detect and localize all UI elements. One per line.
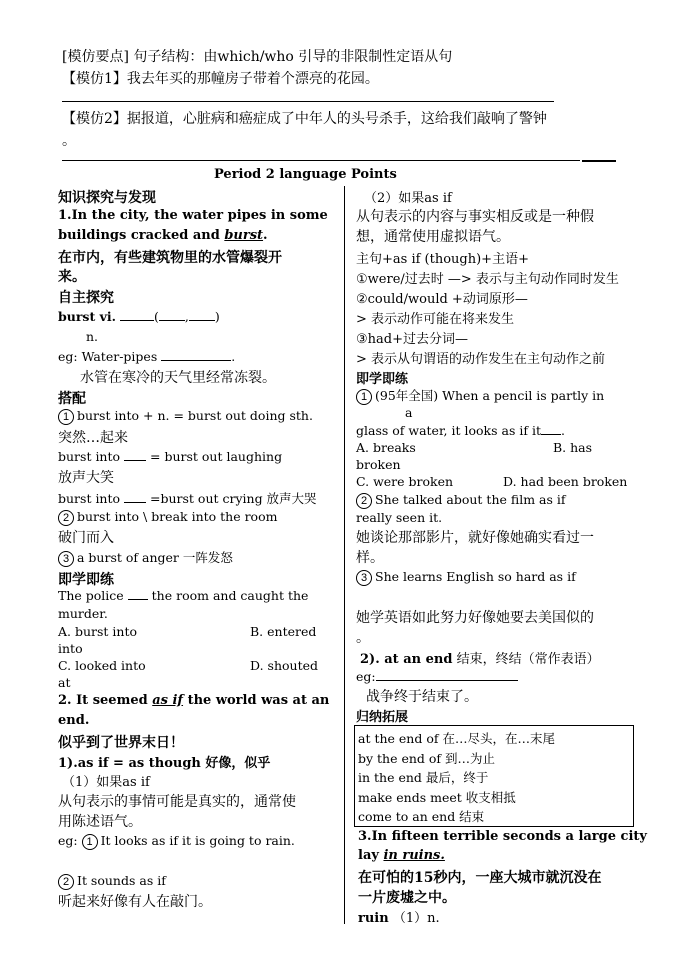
- r3: 想，通常使用虚拟语气。: [356, 229, 510, 245]
- practice-heading-left: 即学即练: [58, 572, 114, 588]
- answer-line-1: [62, 101, 554, 102]
- period-title: Period 2 language Points: [214, 167, 397, 182]
- s2-1c: 用陈述语气。: [58, 814, 142, 830]
- r6: ②could/would +动词原形—: [356, 292, 528, 307]
- option-a: A. burst into: [58, 624, 138, 639]
- header-line-4: 。: [62, 133, 76, 149]
- self-heading: 自主探究: [58, 290, 114, 306]
- q2-a: 2 She talked about the film as if: [356, 492, 566, 509]
- summary-item-4: make ends meet 收支相抵: [358, 790, 516, 805]
- q3: 3 She learns English so hard as if: [356, 569, 576, 586]
- r5: ①were/过去时 —> 表示与主句动作同时发生: [356, 272, 619, 287]
- summary-item-5: come to an end 结束: [358, 809, 485, 824]
- p1-line-b: murder.: [58, 606, 108, 621]
- q2-b: really seen it.: [356, 510, 443, 525]
- s3-en-b: lay in ruins.: [358, 848, 445, 863]
- colloc-4: 2 burst into \ break into the room: [58, 509, 277, 526]
- eg2-2-cn: 听起来好像有人在敲门。: [58, 894, 212, 910]
- s2-1: 1).as if = as though 好像，似乎: [58, 756, 271, 771]
- column-divider: [344, 186, 345, 924]
- q1-a: 1 (95年全国) When a pencil is partly in: [356, 386, 604, 405]
- answer-line-2: [62, 160, 580, 161]
- s1-en-b: buildings cracked and burst.: [58, 228, 268, 243]
- q1-b: a: [405, 405, 413, 420]
- q3-cn-a: 她学英语如此努力好像她要去美国似的: [356, 610, 594, 626]
- eg2-2: 2 It sounds as if: [58, 873, 166, 890]
- s1-cn-b: 来。: [58, 269, 86, 285]
- colloc-1: 1 burst into + n. = burst out doing sth.: [58, 408, 313, 425]
- q3-cn-b: 。: [356, 630, 370, 646]
- colloc-1-cn: 突然…起来: [58, 430, 128, 446]
- collocate-heading: 搭配: [58, 391, 86, 407]
- q-option-c: C. were broken: [356, 474, 454, 489]
- r2: 从句表示的内容与事实相反或是一种假: [356, 209, 594, 225]
- s2-en-a: 2. It seemed as if the world was at an: [58, 693, 330, 708]
- circled-number: 2: [58, 874, 74, 890]
- colloc-2: burst into = burst out laughing: [58, 449, 283, 464]
- r7: > 表示动作可能在将来发生: [356, 312, 515, 327]
- r1: （2）如果as if: [364, 191, 452, 206]
- circled-number: 2: [356, 493, 372, 509]
- colloc-5: 3 a burst of anger 一阵发怒: [58, 548, 233, 567]
- s2-cn: 似乎到了世界末日！: [58, 735, 184, 751]
- s3-cn-a: 在可怕的15秒内，一座大城市就沉没在: [358, 870, 602, 886]
- option-d2: at: [58, 675, 71, 690]
- header-line-2: 【模仿1】我去年买的那幢房子带着个漂亮的花园。: [62, 71, 379, 87]
- circled-number: 1: [58, 409, 74, 425]
- burst-n: n.: [86, 329, 99, 344]
- answer-line-2b: [582, 160, 616, 162]
- q-option-a: A. breaks: [356, 440, 416, 455]
- circled-number: 2: [58, 510, 74, 526]
- circled-number: 3: [356, 570, 372, 586]
- circled-number: 1: [356, 389, 372, 405]
- s2-en-b: end.: [58, 713, 90, 728]
- s3-cn-b: 一片废墟之中。: [358, 890, 456, 906]
- end-phrase: 2). at an end 结束，终结（常作表语）: [360, 652, 600, 667]
- s3-en-a: 3.In fifteen terrible seconds a large city: [358, 829, 647, 844]
- colloc-4-cn: 破门而入: [58, 530, 114, 546]
- q2-cn-a: 她谈论那部影片，就好像她确实看过一: [356, 530, 594, 546]
- q2-cn-b: 样。: [356, 550, 384, 566]
- q1-c: glass of water, it looks as if it .: [356, 423, 565, 438]
- end-eg-cn: 战争终于结束了。: [366, 689, 478, 705]
- end-eg: eg:: [356, 669, 518, 684]
- option-d: D. shouted: [250, 658, 318, 673]
- eg1-cn: 水管在寒冷的天气里经常冻裂。: [80, 370, 276, 386]
- ruin-line: ruin （1）n.: [358, 911, 440, 926]
- summary-heading: 归纳拓展: [356, 710, 409, 725]
- summary-item-2: by the end of 到…为止: [358, 751, 496, 766]
- colloc-3: burst into =burst out crying 放声大哭: [58, 491, 317, 506]
- s2-1a: （1）如果as if: [62, 775, 150, 790]
- r4: 主句+as if (though)+主语+: [356, 252, 529, 267]
- s1-cn-a: 在市内，有些建筑物里的水管爆裂开: [58, 250, 282, 266]
- option-c: C. looked into: [58, 658, 146, 673]
- circled-number: 3: [58, 551, 74, 567]
- explore-heading: 知识探究与发现: [58, 190, 156, 206]
- r8: ③had+过去分词—: [356, 332, 468, 347]
- colloc-2-cn: 放声大笑: [58, 470, 114, 486]
- practice-heading-right: 即学即练: [356, 372, 409, 387]
- summary-item-1: at the end of 在…尽头，在…末尾: [358, 731, 555, 746]
- eg2-1: eg: 1 It looks as if it is going to rain.: [58, 833, 295, 848]
- circled-number: 1: [82, 834, 98, 850]
- r9: > 表示从句谓语的动作发生在主句动作之前: [356, 352, 606, 367]
- q-option-d: D. had been broken: [503, 474, 628, 489]
- option-b: B. entered: [250, 624, 317, 639]
- option-b2: into: [58, 641, 83, 656]
- eg1: eg: Water-pipes .: [58, 349, 236, 364]
- header-line-3: 【模仿2】据报道，心脏病和癌症成了中年人的头号杀手，这给我们敲响了警钟: [62, 111, 547, 127]
- s2-1b: 从句表示的事情可能是真实的，通常使: [58, 794, 296, 810]
- burst-def: burst vi. ( , ): [58, 309, 220, 324]
- q-option-b: B. has: [553, 440, 593, 455]
- summary-item-3: in the end 最后，终于: [358, 770, 489, 785]
- header-line-1: [模仿要点] 句子结构：由which/who 引导的非限制性定语从句: [62, 49, 453, 65]
- q-option-b2: broken: [356, 457, 401, 472]
- s1-en-a: 1.In the city, the water pipes in some: [58, 208, 328, 223]
- p1-line-a: The police the room and caught the: [58, 588, 309, 603]
